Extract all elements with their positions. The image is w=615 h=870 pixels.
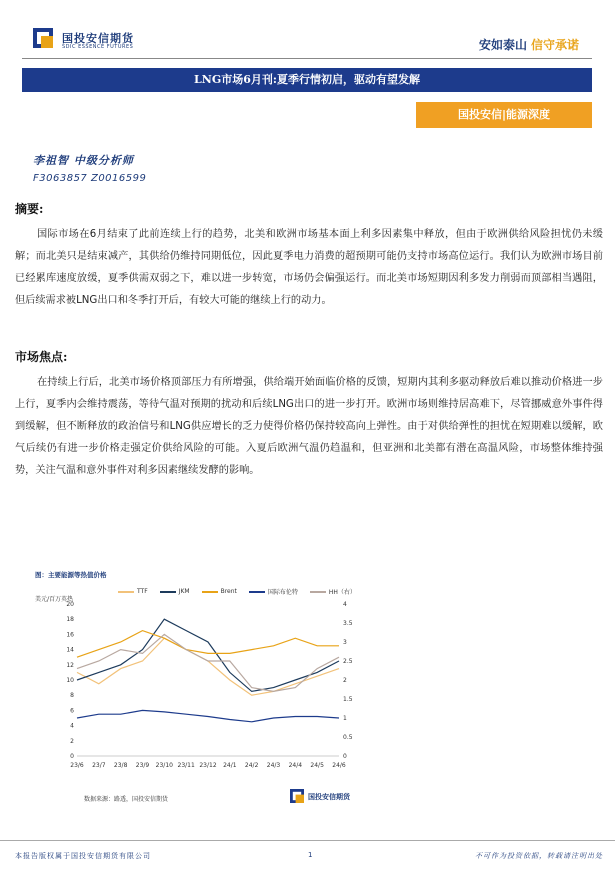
legend-swatch (310, 591, 326, 593)
x-tick-label: 24/6 (332, 762, 346, 769)
series-line-3 (77, 710, 339, 721)
y2-tick-label: 2 (343, 677, 347, 684)
chart-left-axis-label: 美元/百万英热 (35, 596, 74, 603)
series-line-1 (77, 619, 339, 691)
y-tick-label: 20 (66, 601, 74, 608)
legend-label: JKM (178, 588, 190, 595)
chart-logo-icon (290, 788, 304, 802)
header-divider (22, 58, 592, 59)
x-tick-label: 23/9 (135, 762, 150, 769)
x-tick-label: 23/8 (113, 762, 128, 769)
y-tick-label: 14 (66, 646, 74, 654)
company-logo-icon (33, 28, 53, 48)
report-tag: 国投安信|能源深度 (416, 102, 592, 128)
y2-tick-label: 3 (343, 639, 347, 646)
legend-item-ttf (118, 587, 148, 596)
report-title: LNG市场6月刊:夏季行情初启，驱动有望发解 (22, 68, 592, 92)
legend-item-brent (202, 587, 237, 596)
y-tick-label: 6 (70, 707, 74, 715)
y-tick-label: 18 (66, 616, 74, 624)
legend-item-hh (310, 587, 356, 596)
y-tick-label: 12 (66, 661, 74, 669)
analyst-codes: F3063857 Z0016599 (33, 173, 147, 184)
footer-copyright: 本报告版权属于国投安信期货有限公司 (15, 852, 151, 860)
slogan (479, 36, 579, 53)
footer-disclaimer: 不可作为投资依据，转载请注明出处 (475, 852, 603, 860)
x-tick-label: 23/11 (177, 762, 195, 769)
slogan-part-b: 信守承诺 (530, 38, 579, 52)
logo-subtext: SDIC ESSENCE FUTURES (62, 44, 134, 50)
price-chart (55, 598, 365, 778)
legend-swatch (118, 591, 134, 593)
y2-tick-label: 1 (343, 715, 347, 722)
legend-swatch (202, 591, 218, 593)
focus-heading: 市场焦点: (15, 350, 68, 364)
legend-swatch (249, 591, 265, 593)
legend-label: HH（右） (328, 589, 356, 596)
x-tick-label: 23/7 (92, 762, 106, 769)
y2-tick-label: 2.5 (343, 658, 353, 665)
analyst-name: 李祖智 中级分析师 (33, 154, 134, 167)
legend-label: TTF (137, 588, 148, 595)
legend-swatch (160, 591, 176, 593)
x-tick-label: 24/2 (244, 762, 259, 769)
summary-paragraph: 国际市场在6月结束了此前连续上行的趋势，北美和欧洲市场基本面上利多因素集中释放，但由于欧洲供给风险担忧仍未缓解；而北美只是结束减产，其供给仍维持同期低位，因此夏季电力消费的超预期可能仍支持市场高位运行。我们认为欧洲市场目前已经累库速度放缓，夏季供需双弱之下，难以进一步转宽，市场仍会偏强运行。而北美市场短期因利多发力削弱而顶部相当遇阻，但后续需求被LNG出口和冬季打开后，有较大可能的继续上行的动力。 (15, 229, 603, 306)
x-tick-label: 23/10 (155, 762, 173, 769)
y2-tick-label: 0 (343, 753, 347, 760)
logo-text: 国投安信期货 (62, 32, 134, 45)
legend-label: Brent (220, 588, 237, 595)
series-line-2 (77, 631, 339, 658)
y2-tick-label: 4 (343, 601, 347, 608)
x-tick-label: 24/3 (266, 762, 281, 769)
page-number: 1 (308, 851, 313, 859)
legend-item-intl-brent (249, 587, 298, 596)
x-tick-label: 24/5 (310, 762, 324, 769)
chart-caption: 图：主要能源等热值价格 (35, 571, 107, 579)
x-tick-label: 23/6 (70, 762, 84, 769)
legend-label: 国际布伦特 (267, 589, 298, 596)
x-tick-label: 23/12 (199, 762, 217, 769)
chart-logo-text: 国投安信期货 (308, 793, 350, 801)
x-tick-label: 24/1 (223, 762, 237, 769)
y-tick-label: 16 (66, 631, 74, 639)
y-tick-label: 0 (70, 753, 74, 760)
legend-item-jkm (160, 587, 190, 596)
y-tick-label: 10 (66, 677, 74, 684)
y2-tick-label: 0.5 (343, 734, 353, 741)
y2-tick-label: 3.5 (343, 620, 353, 627)
chart-source: 数据来源：路透，国投安信期货 (84, 796, 169, 803)
summary-heading: 摘要: (15, 202, 44, 216)
y-tick-label: 8 (70, 692, 74, 700)
x-tick-label: 24/4 (288, 762, 303, 769)
y-tick-label: 4 (70, 722, 74, 730)
focus-paragraph: 在持续上行后，北美市场价格顶部压力有所增强，供给端开始面临价格的反馈，短期内其利多驱动释放后难以推动价格进一步上行，夏季内会维持震荡，等待气温对预期的扰动和后续LNG出口的进一步打开。欧洲市场则维持居高难下，尽管挪威意外事件得到缓解，但不断释放的政治信号和LNG供应增长的乏力使得价格仍保持较高向上弹性。由于对供给弹性的担忧在短期难以缓解，欧气后续仍有进一步价格走强定价供给风险的可能。入夏后欧洲气温仍趋温和，但亚洲和北美都有潜在高温风险，市场整体维持强势，关注气温和意外事件对利多因素继续发酵的影响。 (15, 377, 603, 476)
slogan-part-a: 安如泰山 (478, 38, 527, 52)
footer-divider (0, 840, 615, 841)
y-tick-label: 2 (70, 737, 74, 745)
y2-tick-label: 1.5 (343, 696, 353, 703)
chart-legend (118, 587, 356, 596)
